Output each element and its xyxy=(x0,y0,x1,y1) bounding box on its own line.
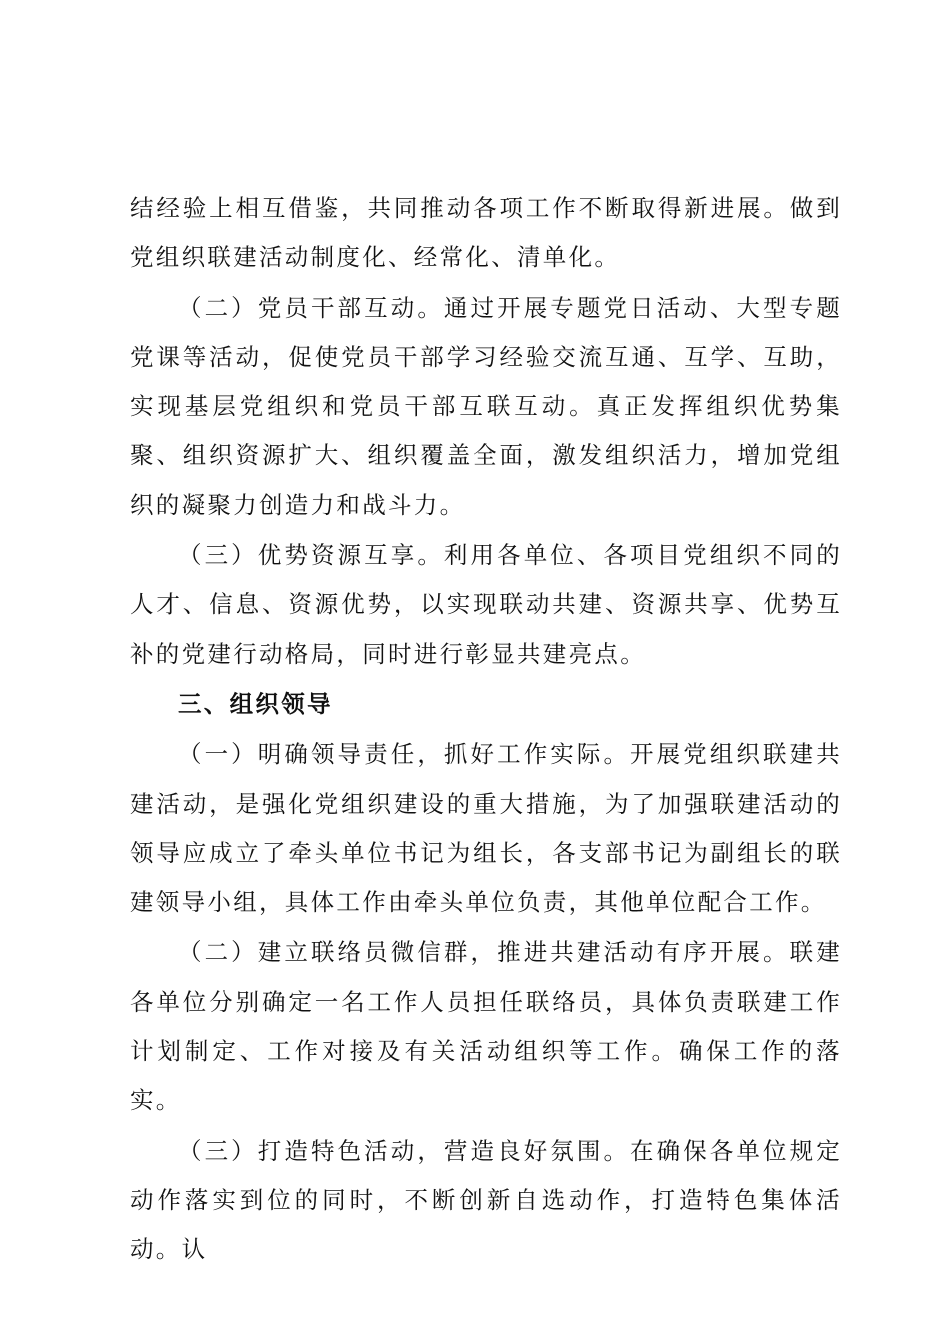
paragraph-featured-activities: （三）打造特色活动，营造良好氛围。在确保各单位规定动作落实到位的同时，不断创新自选动作，打造特色集体活动。认 xyxy=(130,1136,842,1264)
document-page xyxy=(130,184,842,1276)
paragraph-liaison-wechat-group: （二）建立联络员微信群，推进共建活动有序开展。联建各单位分别确定一名工作人员担任联络员，具体负责联建工作计划制定、工作对接及有关活动组织等工作。确保工作的落实。 xyxy=(130,938,842,1115)
section-heading-organization-leadership: 三、组织领导 xyxy=(178,689,333,718)
paragraph-party-cadre-interaction: （二）党员干部互动。通过开展专题党日活动、大型专题党课等活动，促使党员干部学习经验交流互通、互学、互助，实现基层党组织和党员干部互联互动。真正发挥组织优势集聚、组织资源扩大、组织覆盖全面，激发组织活力，增加党组织的凝聚力创造力和战斗力。 xyxy=(130,293,842,519)
paragraph-continuation: 结经验上相互借鉴，共同推动各项工作不断取得新进展。做到党组织联建活动制度化、经常化、清单化。 xyxy=(130,194,842,272)
paragraph-leadership-responsibility: （一）明确领导责任，抓好工作实际。开展党组织联建共建活动，是强化党组织建设的重大措施，为了加强联建活动的领导应成立了牵头单位书记为组长，各支部书记为副组长的联建领导小组，具体工作由牵头单位负责，其他单位配合工作。 xyxy=(130,740,842,917)
paragraph-resource-sharing: （三）优势资源互享。利用各单位、各项目党组织不同的人才、信息、资源优势，以实现联动共建、资源共享、优势互补的党建行动格局，同时进行彰显共建亮点。 xyxy=(130,541,842,668)
